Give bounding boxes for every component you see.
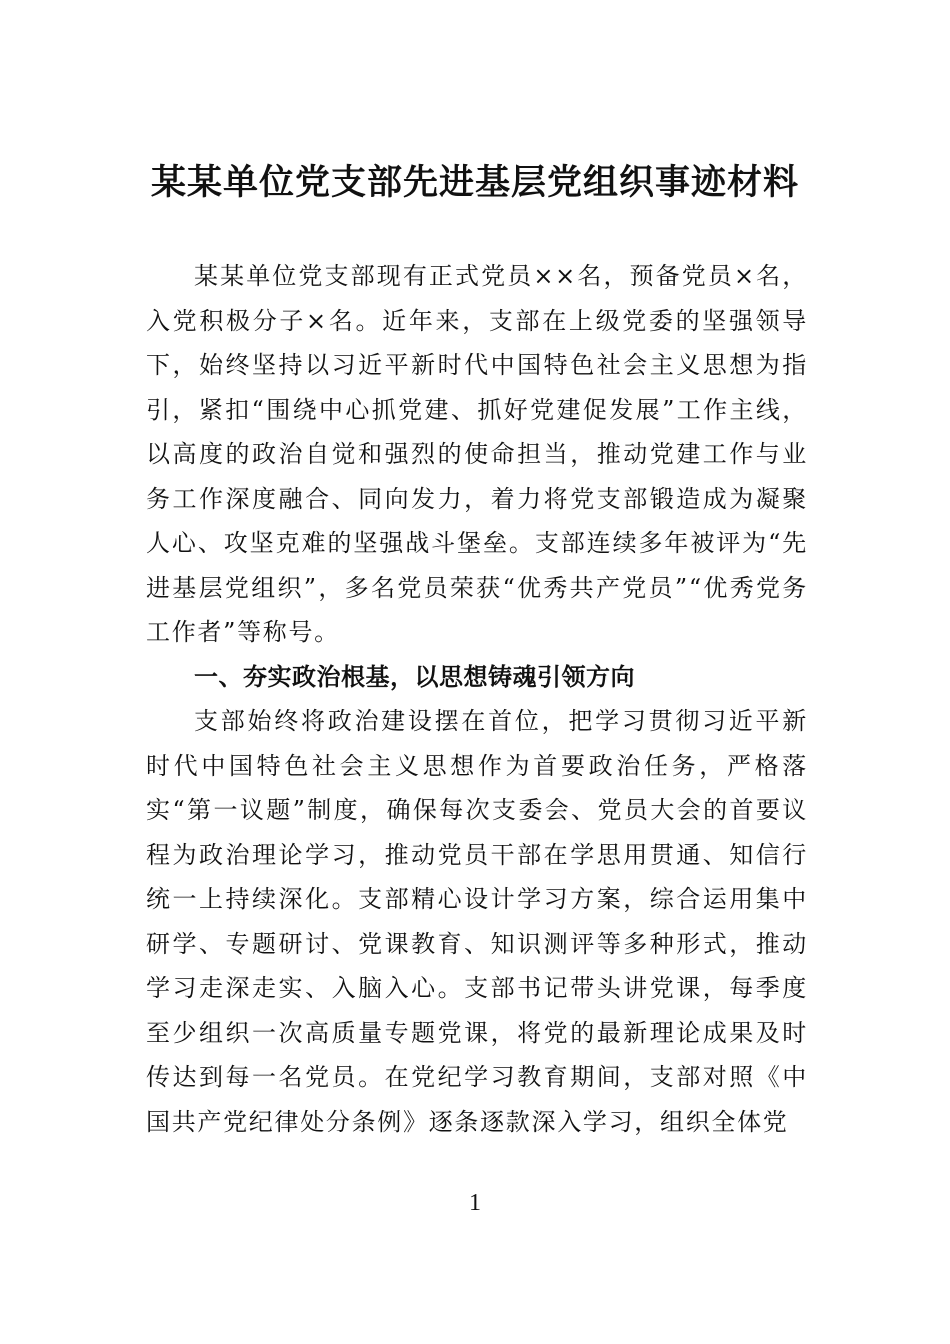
section-1-paragraph: 支部始终将政治建设摆在首位，把学习贯彻习近平新时代中国特色社会主义思想作为首要政治任务，严格落实“第一议题”制度，确保每次支委会、党员大会的首要议程为政治理论学习，推动党员干部在学思用贯通、知信行统一上持续深化。支部精心设计学习方案，综合运用集中研学、专题研讨、党课教育、知识测评等多种形式，推动学习走深走实、入脑入心。支部书记带头讲党课，每季度至少组织一次高质量专题党课，将党的最新理论成果及时传达到每一名党员。在党纪学习教育期间，支部对照《中国共产党纪律处分条例》逐条逐款深入学习，组织全体党 xyxy=(146,707,808,1136)
document-title: 某某单位党支部先进基层党组织事迹材料 xyxy=(150,162,799,203)
section-heading-1: 一、夯实政治根基，以思想铸魂引领方向 xyxy=(194,662,635,691)
document-body xyxy=(146,254,808,1144)
page-number: 1 xyxy=(469,1190,481,1216)
intro-paragraph: 某某单位党支部现有正式党员××名，预备党员×名，入党积极分子×名。近年来，支部在上级党委的坚强领导下，始终坚持以习近平新时代中国特色社会主义思想为指引，紧扣“围绕中心抓党建、抓好党建促发展”工作主线，以高度的政治自觉和强烈的使命担当，推动党建工作与业务工作深度融合、同向发力，着力将党支部锻造成为凝聚人心、攻坚克难的坚强战斗堡垒。支部连续多年被评为“先进基层党组织”，多名党员荣获“优秀共产党员”“优秀党务工作者”等称号。 xyxy=(146,262,808,646)
